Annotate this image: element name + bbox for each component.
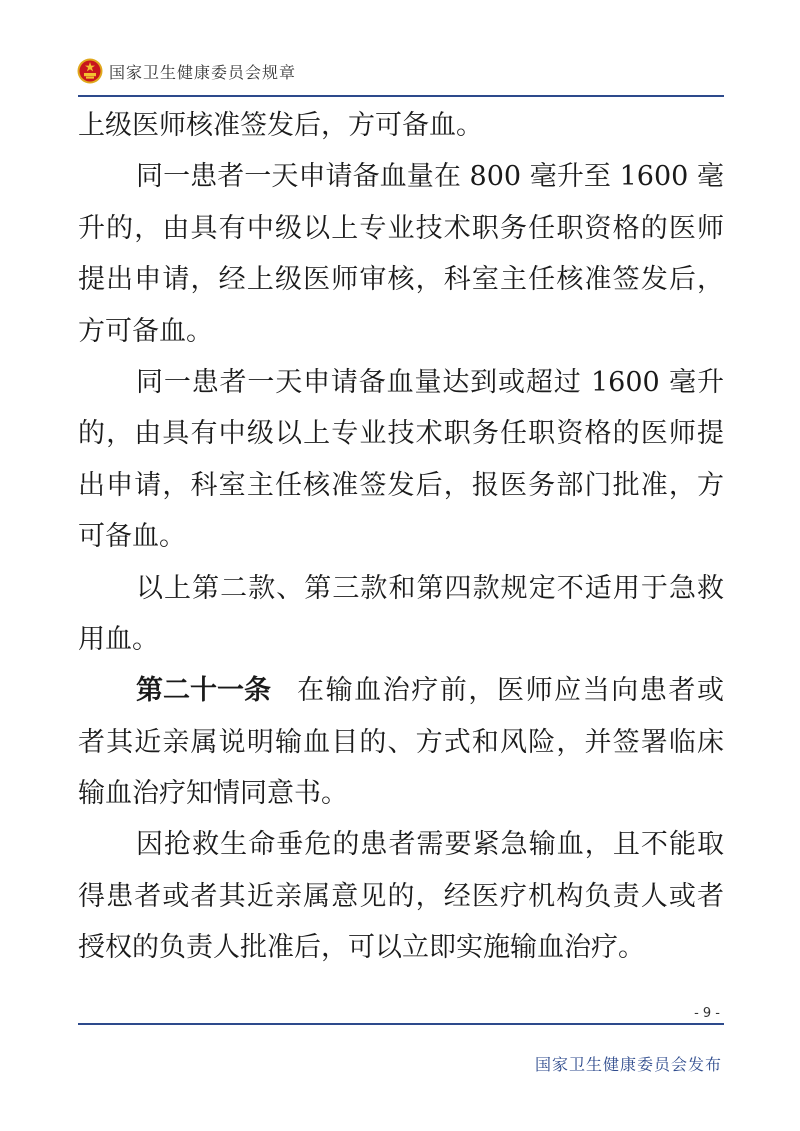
body-line: 者其近亲属说明输血目的、方式和风险，并签署临床 bbox=[78, 726, 724, 758]
footer-divider bbox=[78, 1023, 724, 1025]
page-header bbox=[77, 54, 296, 88]
body-line: 授权的负责人批准后，可以立即实施输血治疗。 bbox=[78, 932, 645, 964]
footer-publisher: 国家卫生健康委员会发布 bbox=[534, 1055, 722, 1074]
body-line: 同一患者一天申请备血量达到或超过 1600 毫升 bbox=[136, 366, 724, 398]
body-line: 方可备血。 bbox=[78, 315, 213, 347]
body-line: 以上第二款、第三款和第四款规定不适用于急救 bbox=[136, 572, 724, 604]
body-line: 升的，由具有中级以上专业技术职务任职资格的医师 bbox=[78, 212, 724, 244]
body-line: 的，由具有中级以上专业技术职务任职资格的医师提 bbox=[78, 418, 724, 450]
body-line: 输血治疗知情同意书。 bbox=[78, 778, 348, 810]
page-number: - 9 - bbox=[694, 1006, 720, 1021]
body-line: 得患者或者其近亲属意见的，经医疗机构负责人或者 bbox=[78, 880, 724, 912]
body-line: 因抢救生命垂危的患者需要紧急输血，且不能取 bbox=[136, 829, 724, 861]
article-label: 第二十一条 bbox=[136, 675, 271, 707]
article-21-first-line bbox=[78, 665, 724, 716]
body-line: 上级医师核准签发后，方可备血。 bbox=[78, 110, 483, 141]
header-title: 国家卫生健康委员会规章 bbox=[109, 62, 297, 82]
body-line: 出申请，科室主任核准签发后，报医务部门批准，方 bbox=[78, 469, 724, 501]
body-line: 同一患者一天申请备血量在 800 毫升至 1600 毫 bbox=[136, 161, 724, 193]
header-divider bbox=[78, 95, 724, 97]
body-line: 提出申请，经上级医师审核，科室主任核准签发后， bbox=[78, 264, 724, 296]
body-line: 在输血治疗前，医师应当向患者或 bbox=[297, 675, 724, 707]
body-line: 用血。 bbox=[78, 623, 159, 655]
national-emblem-icon bbox=[77, 58, 103, 84]
body-line: 可备血。 bbox=[78, 521, 186, 553]
document-body bbox=[78, 100, 724, 974]
